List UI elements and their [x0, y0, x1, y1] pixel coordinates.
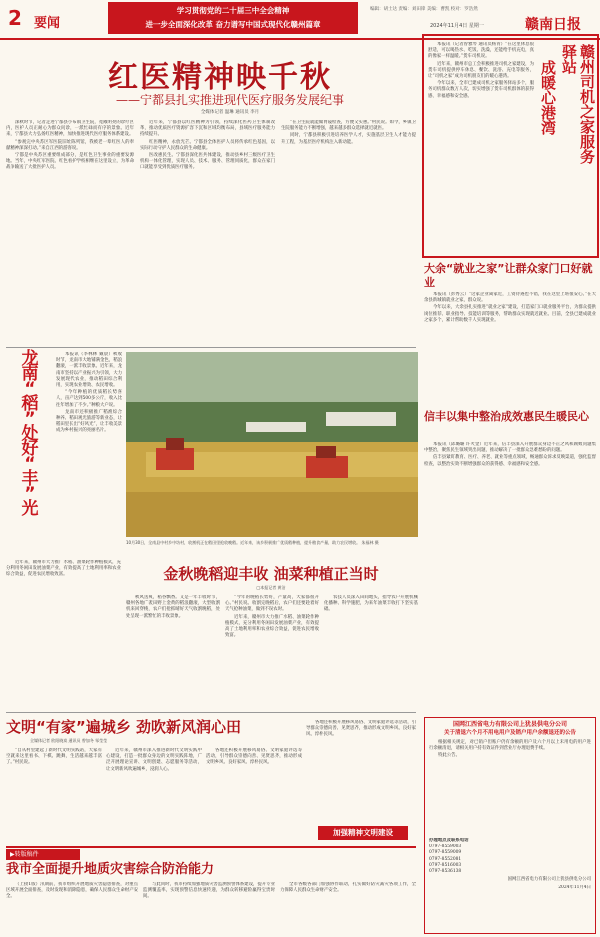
xinfeng-title: 信丰以集中整治成效惠民生暖民心 [424, 410, 589, 423]
paragraph: “参观完中央苏区军医院旧址陈列馆，我被老一辈红医人的奉献精神深深打动。”来自江西的游客说。 [6, 139, 134, 151]
issue-date: 2024年11月4日 星期一 [430, 23, 484, 29]
paragraph: 各地还积极开展移风易俗、文明家庭评选等活动，引导群众崇德向善、见贤思齐，推动形成文明乡风、良好家风、淳朴民风。 [206, 748, 302, 766]
jinqiu-body-col3 [324, 595, 418, 710]
paragraph: 今年以来，大余县扎实推进“就业之家”建设，打造家门口就业服务平台，为群众提供岗位推荐、职业指导、技能培训等服务，帮助群众实现就近就业。目前，全县已建成就业之家多个，累计帮助数千人实现就业。 [424, 305, 596, 323]
paragraph: 农技人员深入田间地头，指导农户开展机械化播种、科学施肥，为来年油菜丰收打下坚实基础。 [324, 595, 418, 613]
paragraph: 各地还积极开展移风易俗、文明家庭评选等活动，引导群众崇德向善、见贤思齐，推动形成文明乡风、良好家风、淳朴民风。 [306, 720, 416, 738]
title-char: “ [24, 454, 36, 474]
paragraph: 近年来，赣州市深入推进新时代文明实践中心建设，打造一批群众身边的文明实践阵地，广泛开展理论宣讲、文明创建、志愿服务等活动，让文明新风吹遍城乡，浸润人心。 [106, 748, 202, 772]
xinfeng-body [424, 442, 596, 592]
jiuye-title: 大余“就业之家”让群众家门口好就业 [424, 262, 593, 289]
paragraph: 近年来，宁都县以红医精神为引领，持续深化医药卫生体制改革，推动优质医疗资源扩容下沉和区域均衡布局，县域医疗服务能力持续提升。 [140, 120, 275, 138]
editors-line: 编辑：胡士达 责编：刘田锋 美编：曹凯 校对：罗浩然 [370, 7, 478, 12]
title-char: 好 [21, 439, 39, 459]
paragraph: 本报讯（李林林 戴晨）秋收时节，龙南市大地铺满金色，稻浪翻滚，一派丰收景象。近年来，龙南市坚持以产业振兴为引领，大力发展现代农业，推动稻田综合利用，实现农业增效、农民增收。 [56, 352, 122, 389]
newspaper-logo: 赣南日报 [525, 17, 581, 33]
driver-home-body [428, 42, 534, 247]
lead-body-col2 [140, 120, 275, 345]
paragraph: “自从村里建起了新时代文明实践站，大家有空就来这里看书、下棋、跳舞，生活越来越丰富了。”村民说。 [6, 748, 102, 766]
wenming-body-col3 [206, 748, 302, 844]
lead-subtitle: ——宁都县扎实推进现代医疗服务发展纪事 [115, 93, 344, 107]
lead-body-col3 [281, 120, 416, 345]
paragraph: （上接1版）汛期前，我市组织开展地质灾害隐患排查，对重点区域开展全面排查，及时发现和消除隐患，确保人民群众生命财产安全。 [6, 882, 138, 900]
paragraph: “今年种植的优质稻长势喜人，亩产达到500多公斤，收入比往年增加了不少。”种粮大户说。 [56, 390, 122, 408]
zaihai-title: 我市全面提升地质灾害综合防治能力 [6, 862, 215, 877]
lead-body-col1 [6, 120, 134, 345]
notice-subtitle: 关于清退六个月不用电用户及销户用户余额退还的公告 [443, 730, 576, 736]
harvest-photo-image [126, 352, 418, 537]
paragraph: “在卫生院就能做胃镜检查，方便又实惠。”村民说。如今，乡镇卫生院服务能力不断增强，越来越多群众选择就近就医。 [281, 120, 416, 132]
notice-body [425, 738, 595, 838]
jinqiu-byline: □本报记者 黄洁 [256, 585, 286, 590]
driver-home-title: 赣州司机之家服务驿站 [560, 44, 596, 164]
paragraph: 根据相关规定，对已销户但账户仍有余额的用户及六个月以上未用电的用户进行余额清退，请相关用户持有效证件到营业厅办理退费手续。 [429, 740, 591, 752]
banner-line-2: 进一步全面深化改革 奋力谱写中国式现代化赣州篇章 [145, 20, 321, 29]
longnan-body [56, 352, 122, 557]
page-number: 2 [8, 6, 22, 30]
lead-title: 红医精神映千秋 [108, 60, 332, 95]
jiuye-body [424, 292, 596, 404]
driver-home-title-2: 成暖心港湾 [539, 60, 557, 135]
wenming-body-col2 [106, 748, 202, 844]
notice-phones [425, 844, 595, 875]
zaihai-body-col3 [280, 882, 416, 934]
divider [6, 712, 416, 713]
photo-caption: 10月30日，全南县中村乡中坊村，收割机正在稻田里抢收晚稻。近年来，该乡积极推广优质稻种植，提升粮食产量，助力农民增收。 朱福林 摄 [126, 540, 379, 545]
notice-title: 国网江西省电力有限公司上犹县供电分公司 [452, 721, 567, 728]
phone-number: 0797-8536138 [429, 869, 462, 875]
paragraph: “今年的晚稻长势好，产量高，大家都很开心。”村民说。收割完晚稻后，农户们还要趁着好天气抢种油菜，做到不误农时。 [225, 595, 319, 613]
wenming-tag: 加强精神文明建设 [318, 826, 408, 840]
paragraph: 医改惠民生。宁都县深化医共体建设，推动县乡村三级医疗卫生机构一体化管理，实现人员、技术、服务、管理同质化，群众在家门口就能享受到优质医疗服务。 [140, 153, 275, 171]
paragraph: 本报讯（彭秀云）“这家企业离家近，工资待遇也不错，我在这里上班很安心。”在大余县新城镇就业之家，群众说。 [424, 292, 596, 304]
section-name: 要闻 [34, 16, 61, 31]
paragraph: 秋风送爽，稻谷飘香。又是一年丰收时节，赣州各地广袤田野上金黄的稻浪翻滚，大型收割机来回穿梭，农户们抢抓晴好天气收割晚稻，处处呈现一派繁忙的丰收景象。 [126, 595, 220, 619]
title-char: “ [24, 379, 36, 399]
paragraph: 近年来，赣州市总工会积极推进司机之家建设，为货车司机提供停车休息、餐饮、洗浴、充电等服务，让“司机之家”成为司机朋友们的暖心港湾。 [428, 61, 534, 80]
paragraph: 近年来，赣州市大力推广水稻、油菜轮作种植模式，充分利用冬闲田发展油菜产业，有效提高了土地利用率和农业综合效益，促进农民增收致富。 [6, 560, 121, 578]
paragraph: 特此公告。 [438, 753, 460, 759]
phone-number: 0797-8559003 [429, 844, 462, 850]
jinqiu-body-col2 [225, 595, 319, 710]
paragraph: 信丰县紧盯教育、医疗、养老、就业等重点领域，畅通群众诉求反映渠道，强化监督检查，以整治实效不断增强群众的获得感、幸福感和安全感。 [424, 455, 596, 467]
jinqiu-title: 金秋晚稻迎丰收 油菜种植正当时 [163, 565, 379, 583]
jump-tag: ▶转版稿件 [6, 849, 80, 860]
paragraph: 深秋时节，记者走进宁都县小布镇卫生院，宽敞明亮的诊疗区内，医护人员正耐心为群众问诊，一派忙碌而有序的景象。近年来，宁都县大力弘扬红医精神，加快推进现代医疗服务体系建设。 [6, 120, 134, 138]
notice-date: 2024年11月4日 [558, 885, 591, 891]
title-char: 处 [21, 424, 39, 444]
paragraph: 今年以来，全市已建成司机之家服务驿站多个，服务司机群众数万人次，切实增强了货车司机群体的获得感、幸福感和安全感。 [428, 81, 534, 99]
title-char: 稻 [21, 394, 39, 414]
paragraph: 本报讯（记者曾雅琴 通讯员杨青）“在这里休息很舒适，可以喝热水、吃饭、洗澡，还能给手机充电，真的像家一样温暖。”货车司机说。 [428, 42, 534, 60]
zaihai-body-col1 [6, 882, 138, 934]
divider [6, 347, 416, 348]
title-char: ” [24, 484, 36, 504]
title-char: 光 [21, 499, 39, 519]
divider [6, 846, 416, 848]
wenming-title: 文明“有家”遍城乡 劲吹新风润心田 [6, 718, 241, 736]
masthead-banner [108, 2, 358, 34]
paragraph: 本报讯（邱璐璐 许火金）近年来，信丰县深入开展群众身边不正之风和腐败问题集中整治，聚焦民生领域突出问题，推动解决了一批群众急难愁盼的问题。 [424, 442, 596, 454]
wenming-byline: 全媒体记者 欧阳晓岚 通讯员 曾加冬 邹莹莹 [30, 738, 108, 743]
phone-number: 0797-8552081 [429, 856, 462, 862]
notice-contacts-label: 办理地点及联系电话 [429, 838, 469, 843]
banner-line-1: 学习贯彻党的二十届三中全会精神 [176, 6, 290, 15]
power-notice [424, 717, 596, 934]
lead-byline: 全媒体记者 温琳 通讯员 李月 [200, 110, 260, 115]
paragraph: 同时，宁都县积极引进培养医学人才，实施基层卫生人才能力提升工程，为基层医疗机构注入新动能。 [281, 133, 416, 145]
phone-number: 0797-8559009 [429, 850, 462, 856]
paragraph: 龙南市还积极推广稻渔综合种养、稻田观光旅游等新业态，让稻田里长出“好风光”，让丰收美景成为乡村振兴的亮丽名片。 [56, 409, 122, 434]
paragraph: 近年来，赣州市大力推广水稻、油菜轮作种植模式，充分利用冬闲田发展油菜产业，有效提高了土地利用率和农业综合效益，促进农民增收致富。 [225, 614, 319, 639]
paragraph: 与此同时，我市持续加强地质灾害监测预警体系建设，提升专业监测覆盖率，实现预警信息快速传递，为群众转移避险赢得宝贵时间。 [143, 882, 275, 900]
notice-signoff: 国网江西省电力有限公司上犹县供电分公司 [507, 877, 591, 883]
paragraph: 红医精神，永放光芒。宁都县全体医护人员将传承红色基因，以实际行动守护人民群众的生命健康。 [140, 139, 275, 151]
jinqiu-body-col1 [126, 595, 220, 710]
paragraph: 宁都是中央苏区重要组成部分，是红色卫生事业的重要发源地。当年，中央红军医院、红色看护学校相继在这里设立，为革命战争输送了大批医护人员。 [6, 153, 134, 171]
wenming-body-col1 [6, 748, 102, 844]
title-char: 龙 [21, 349, 39, 369]
title-char: ” [24, 409, 36, 429]
title-char: 丰 [21, 469, 39, 489]
wenming-body-col4 [306, 720, 416, 820]
longnan-title [6, 349, 54, 522]
harvest-photo [126, 352, 418, 537]
title-char: 南 [21, 364, 39, 384]
phone-number: 0797-8516003 [429, 862, 462, 868]
longnan-body-cont [6, 560, 121, 710]
zaihai-body-col2 [143, 882, 275, 934]
paragraph: 全市各级各部门加强协作联动，扎实做好防灾减灾各项工作，全力保障人民群众生命财产安全。 [280, 882, 416, 894]
